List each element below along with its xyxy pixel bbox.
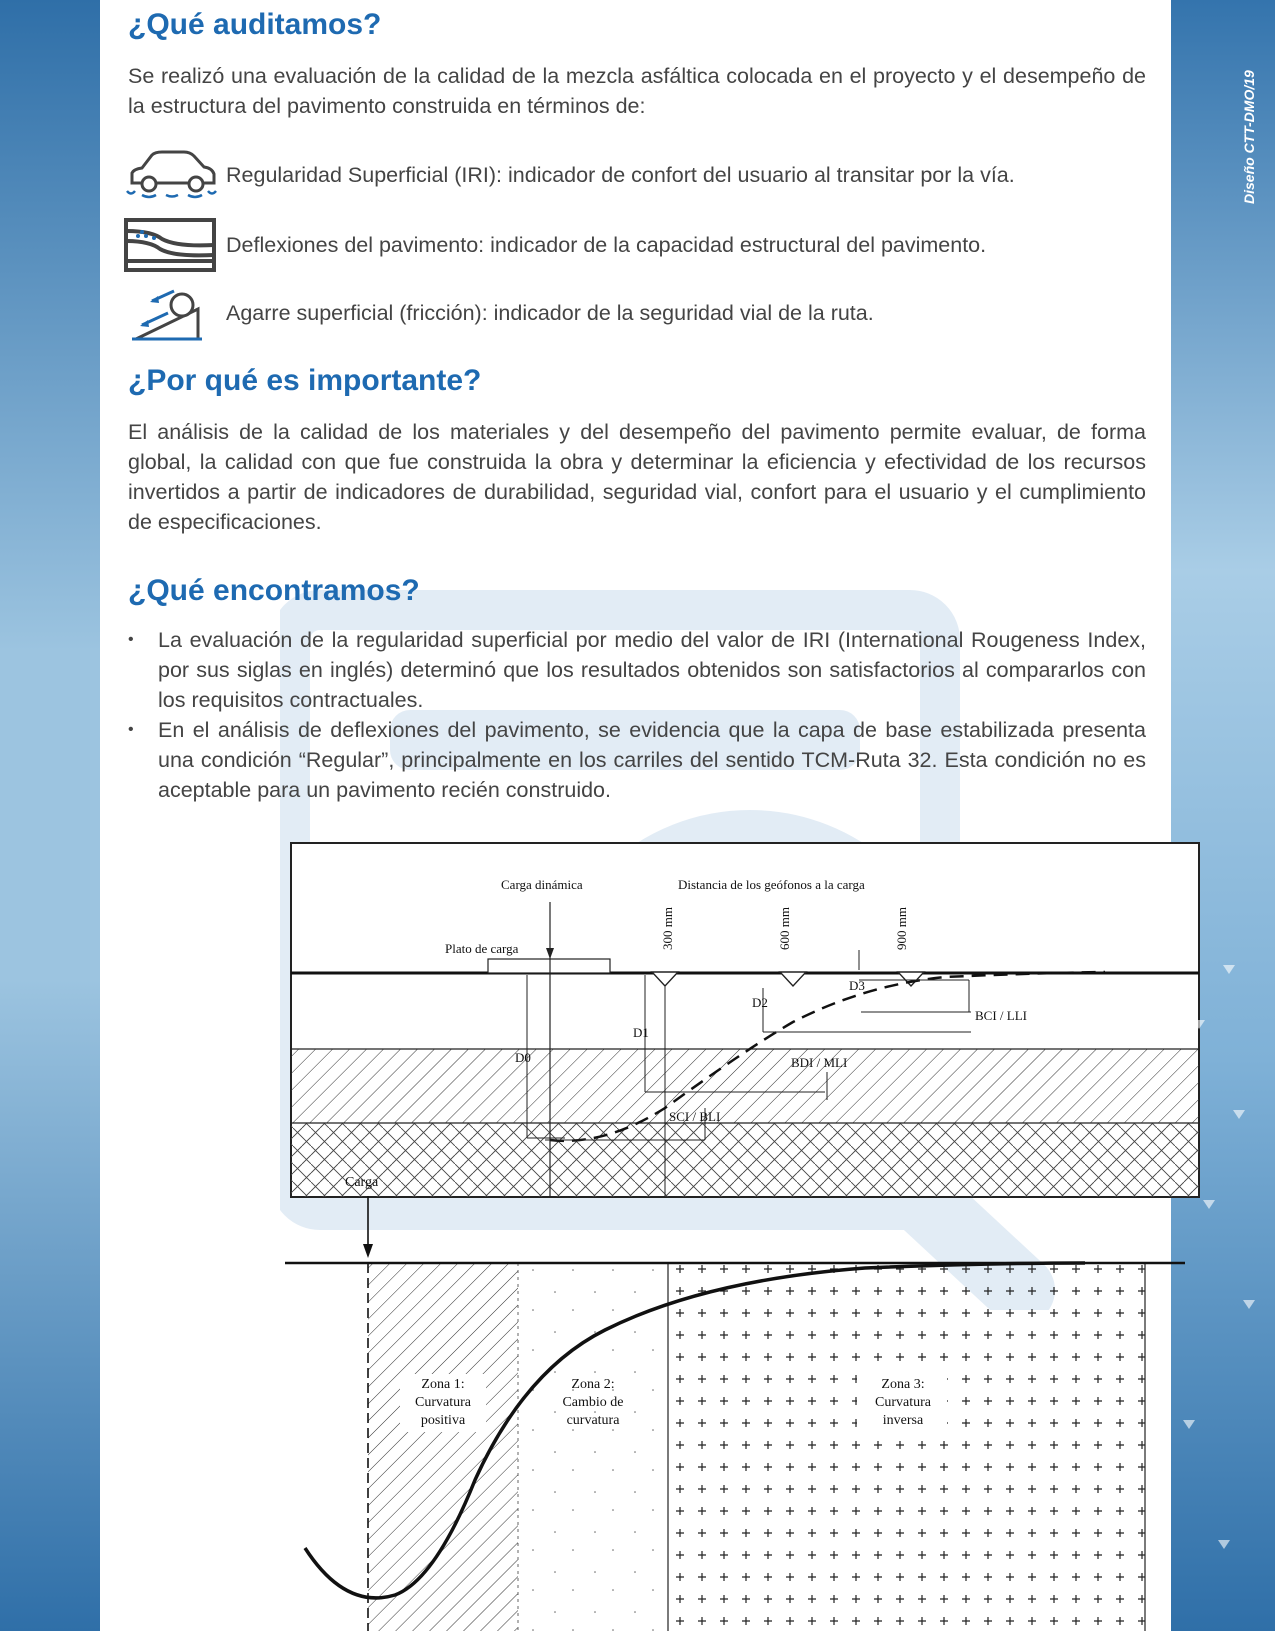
curvature-zones-panel — [285, 1175, 1185, 1631]
criterion-row-friccion — [122, 285, 1152, 341]
label-geophone-300: 300 mm — [660, 907, 675, 950]
label-d2: D2 — [752, 995, 768, 1010]
deflection-basin-diagram — [185, 840, 1235, 1631]
label-geophone-600: 600 mm — [777, 907, 792, 950]
left-decorative-band — [0, 0, 100, 1631]
design-credit: Diseño CTT-DMO/19 — [1241, 70, 1257, 204]
label-d1: D1 — [633, 1025, 649, 1040]
svg-text:Zona 3:: Zona 3: — [881, 1377, 925, 1392]
decorative-triangle — [1218, 1540, 1230, 1549]
label-d0: D0 — [515, 1050, 531, 1065]
zone1-label — [400, 1374, 486, 1432]
zone3-label — [857, 1374, 947, 1432]
label-plato-carga: Plato de carga — [445, 941, 519, 956]
criterion-text-deflexiones: Deflexiones del pavimento: indicador de la capacidad estructural del pavimento. — [226, 232, 987, 257]
criterion-row-iri — [122, 147, 1152, 203]
section-intro-text: Se realizó una evaluación de la calidad de la mezcla asfáltica colocada en el proyecto y el desempeño de la estructura del pavimento construida en términos de: — [128, 64, 1146, 118]
decorative-triangle — [1223, 965, 1235, 974]
label-bci-lli: BCI / LLI — [975, 1008, 1027, 1023]
label-carga: Carga — [345, 1175, 379, 1190]
section-importante-text: El análisis de la calidad de los materiales y del desempeño del pavimento permite evaluar, de forma global, la calidad con que fue construida la obra y determinar la eficiencia y efectividad de los recursos invertidos a partir de indicadores de durabilidad, seguridad vial, confort para el usuario y el cumplimiento de especificaciones. — [128, 420, 1146, 534]
decorative-triangle — [1193, 1020, 1205, 1029]
decorative-triangle — [1243, 1300, 1255, 1309]
svg-text:curvatura: curvatura — [566, 1413, 620, 1428]
svg-text:Curvatura: Curvatura — [875, 1395, 931, 1410]
svg-text:Curvatura: Curvatura — [415, 1395, 471, 1410]
svg-text:Zona 2:: Zona 2: — [571, 1377, 615, 1392]
decorative-triangle — [1183, 1420, 1195, 1429]
label-sci-bli: SCI / BLI — [669, 1109, 721, 1124]
section-title-encontramos: ¿Qué encontramos? — [128, 574, 420, 607]
zone2-label — [562, 1377, 623, 1428]
section-title-auditamos: ¿Qué auditamos? — [128, 8, 382, 41]
pavement-layers-icon — [122, 217, 218, 273]
geophone-diagram-panel — [291, 843, 1199, 1197]
page-content — [100, 0, 1171, 1631]
car-icon — [122, 147, 218, 203]
svg-text:Cambio de: Cambio de — [562, 1395, 624, 1410]
svg-text:inversa: inversa — [882, 1413, 924, 1428]
decorative-triangle — [1203, 1200, 1215, 1209]
finding-item-deflexiones: • En el análisis de deflexiones del pavimento, se evidencia que la capa de base estabilizada presenta una condición “Regular”, principalmente en los carriles del sentido TCM-Ruta 32. Esta condición no es aceptable para un pavimento recién construido. — [128, 715, 1146, 805]
svg-text:positiva: positiva — [420, 1413, 466, 1428]
slope-friction-icon — [122, 285, 218, 341]
label-d3: D3 — [849, 978, 865, 993]
decorative-triangle — [1233, 1110, 1245, 1119]
label-bdi-mli: BDI / MLI — [791, 1055, 848, 1070]
finding-item-iri: • La evaluación de la regularidad superficial por medio del valor de IRI (International Rougeness Index, por sus siglas en inglés) determinó que los resultados obtenidos son satisfactorios al compararlos con los requisitos contractuales. — [128, 625, 1146, 715]
criterion-text-friccion: Agarre superficial (fricción): indicador de la seguridad vial de la ruta. — [226, 300, 874, 325]
section-title-importante: ¿Por qué es importante? — [128, 364, 482, 397]
label-carga-dinamica: Carga dinámica — [501, 877, 583, 892]
findings-list — [128, 625, 1146, 805]
criterion-row-deflexiones — [122, 217, 1152, 273]
label-geophone-900: 900 mm — [894, 907, 909, 950]
criterion-text-iri: Regularidad Superficial (IRI): indicador de confort del usuario al transitar por la vía. — [226, 162, 1015, 187]
label-distancia-geofonos: Distancia de los geófonos a la carga — [678, 877, 865, 892]
svg-text:Zona 1:: Zona 1: — [421, 1377, 465, 1392]
